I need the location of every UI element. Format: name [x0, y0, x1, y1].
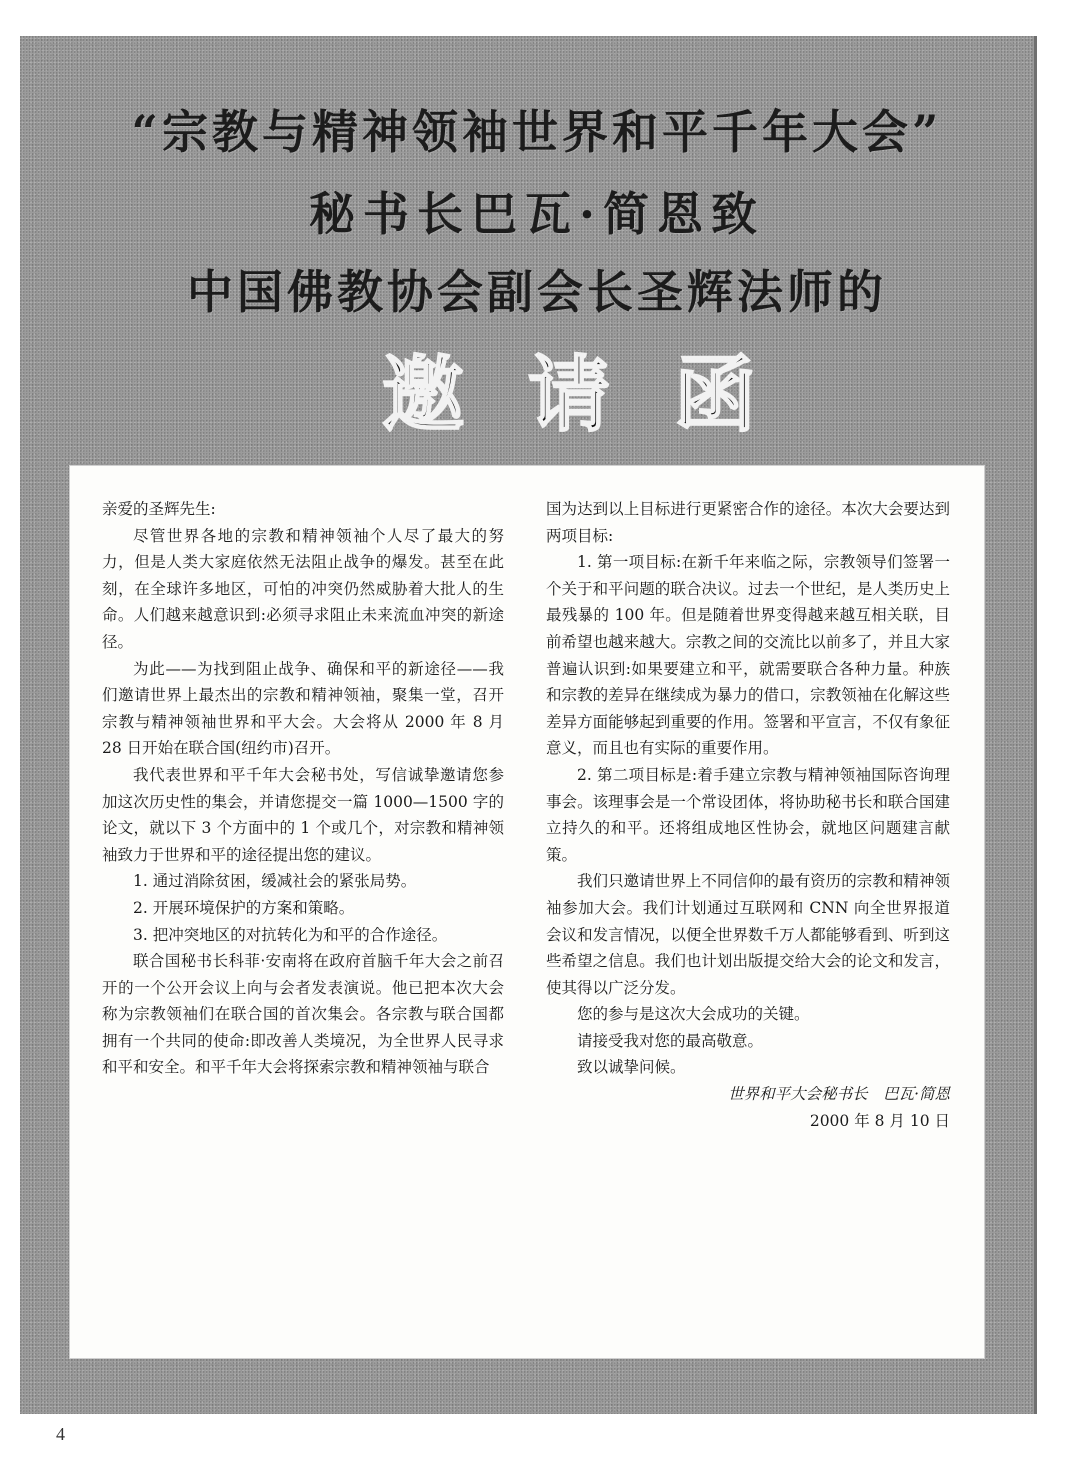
title-line-2: 秘书长巴瓦·简恩致 — [308, 187, 765, 241]
closing — [546, 1001, 950, 1081]
letter-left-column — [102, 496, 504, 1081]
paragraph: 尽管世界各地的宗教和精神领袖个人尽了最大的努力，但是人类大家庭依然无法阻止战争的爆发。甚至在此刻，在全球许多地区，可怕的冲突仍然威胁着大批人的生命。人们越来越意识到:必须寻求阻止未来流血冲突的新途径。 — [102, 526, 504, 651]
paragraph: 1. 第一项目标:在新千年来临之际，宗教领导们签署一个关于和平问题的联合决议。过去一个世纪，是人类历史上最残暴的 100 年。但是随着世界变得越来越互相关联，目前希望也越来越大。宗教之间的交流比以前多了，并且大家普遍认识到:如果要建立和平，就需要联合各种力量。种族和宗教的差异在继续成为暴力的借口，宗教领袖在化解这些差异方面能够起到重要的作用。签署和平宣言，不仅有象征意义，而且也有实际的重要作用。 — [546, 553, 950, 758]
title-line-3: 中国佛教协会副会长圣辉法师的 — [187, 265, 887, 319]
paragraph: 我代表世界和平千年大会秘书处，写信诚挚邀请您参加这次历史性的集会，并请您提交一篇 1000—1500 字的论文，就以下 3 个方面中的 1 个或几个，对宗教和精神领袖致力于世界和平的途径提出您的建议。 — [102, 765, 504, 864]
letter-date: 2000 年 8 月 10 日 — [809, 1111, 950, 1130]
invitation-title: 邀请函 — [381, 347, 820, 443]
paragraph: 联合国秘书长科菲·安南将在政府首脑千年大会之前召开的一个公开会议上向与会者发表演说。他已把本次大会称为宗教领袖们在联合国的首次集会。各宗教与联合国都拥有一个共同的使命:即改善人类境况，为全世界人民寻求和平和安全。和平千年大会将探索宗教和精神领袖与联合 — [102, 952, 504, 1077]
salutation: 亲爱的圣辉先生: — [102, 500, 216, 518]
paragraph: 为此——为找到阻止战争、确保和平的新途径——我们邀请世界上最杰出的宗教和精神领袖，聚集一堂，召开宗教与精神领袖世界和平大会。大会将从 2000 年 8 月 28 日开始在联合国(纽约市)召开。 — [102, 659, 504, 758]
paragraph: 2. 第二项目标是:着手建立宗教与精神领袖国际咨询理事会。该理事会是一个常设团体，将协助秘书长和联合国建立持久的和平。还将组成地区性协会，就地区问题建言献策。 — [546, 765, 950, 864]
closing-line: 请接受我对您的最高敬意。 — [577, 1031, 764, 1050]
signature: 世界和平大会秘书长 巴瓦·简恩 — [728, 1085, 950, 1104]
list-item: 3. 把冲突地区的对抗转化为和平的合作途径。 — [133, 925, 448, 944]
letter-right-column — [546, 496, 950, 1134]
title-line-1: “宗教与精神领袖世界和平千年大会” — [131, 105, 943, 159]
page-number: 4 — [56, 1424, 65, 1444]
closing-line: 您的参与是这次大会成功的关键。 — [577, 1005, 810, 1024]
closing-line: 致以诚挚问候。 — [577, 1058, 686, 1077]
list-item: 2. 开展环境保护的方案和策略。 — [133, 898, 355, 917]
list-item: 1. 通过消除贫困，缓减社会的紧张局势。 — [133, 872, 417, 891]
paragraph-continuation: 国为达到以上目标进行更紧密合作的途径。本次大会要达到两项目标: — [546, 500, 950, 545]
paragraph: 我们只邀请世界上不同信仰的最有资历的宗教和精神领袖参加大会。我们计划通过互联网和 CNN 向全世界报道会议和发言情况，以便全世界数千万人都能够看到、听到这些希望之信息。我们也计划出版提交给大会的论文和发言，使其得以广泛分发。 — [546, 872, 950, 997]
letter-body — [70, 466, 984, 1358]
